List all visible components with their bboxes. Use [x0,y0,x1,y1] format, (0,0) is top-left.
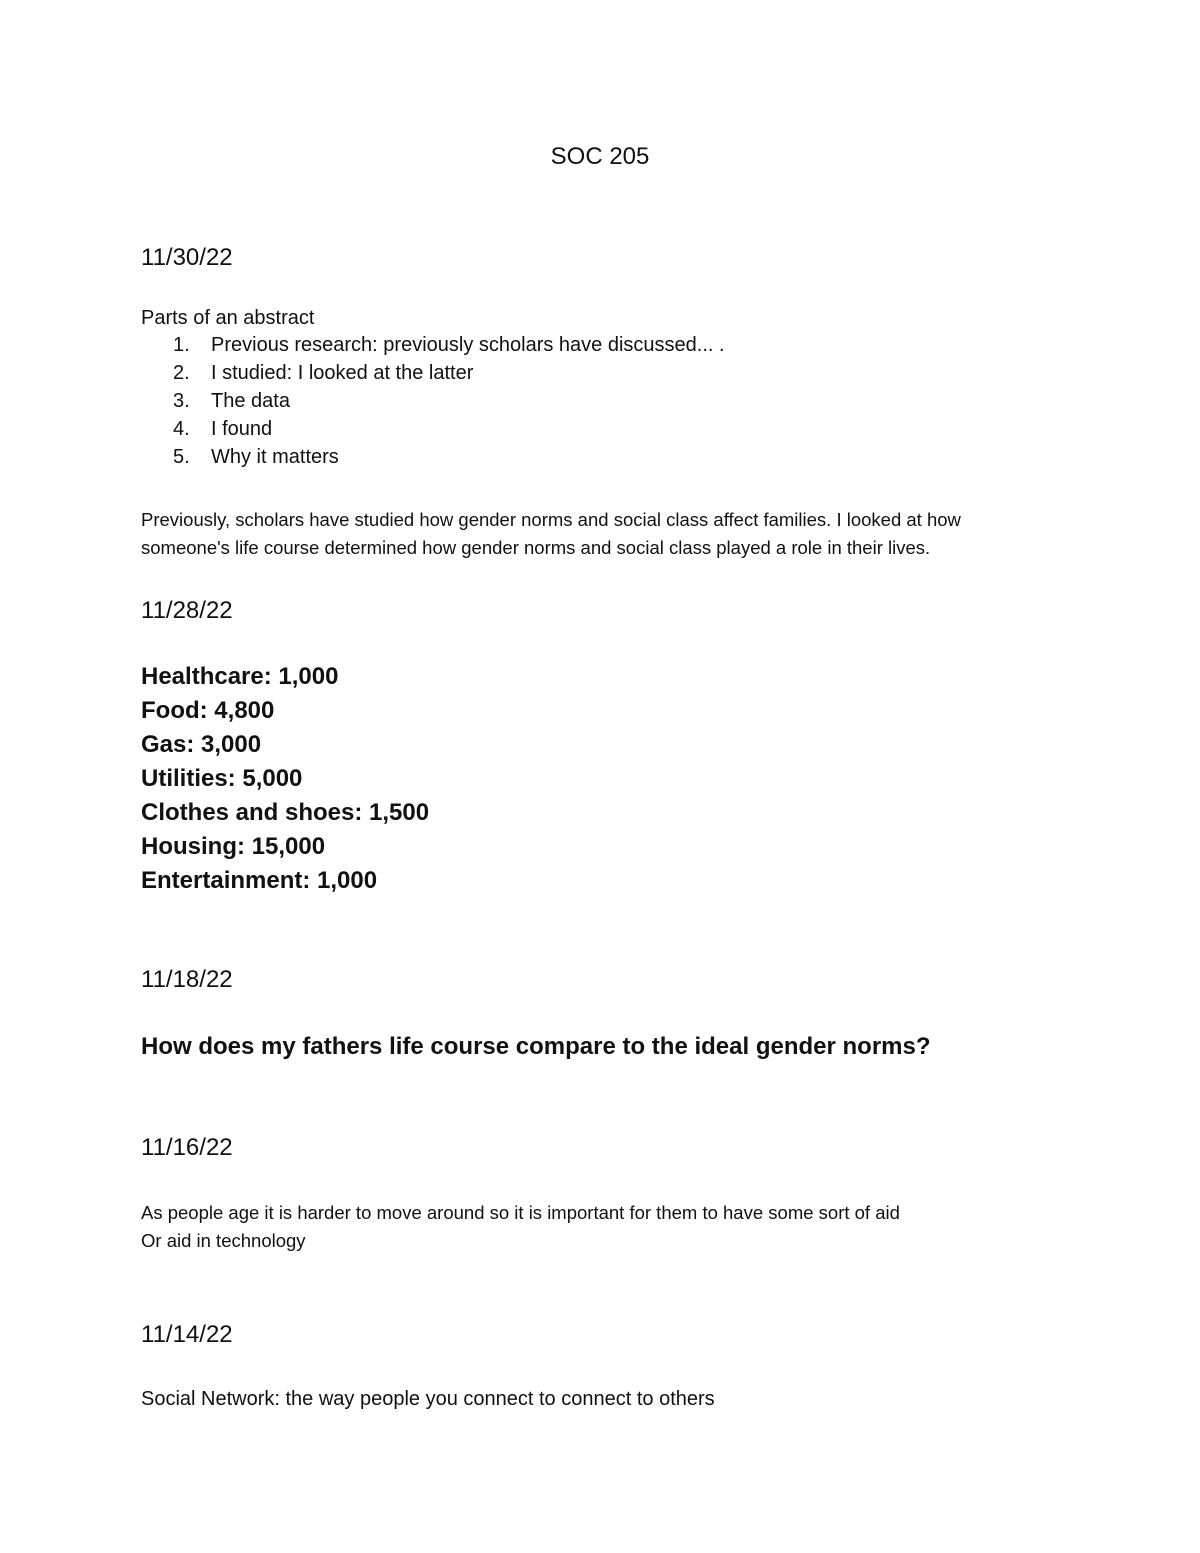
list-text: Previous research: previously scholars have discussed... . [211,334,725,356]
aging-paragraph [141,1199,1061,1255]
budget-item: Housing: 15,000 [141,833,326,860]
list-number: 1. [173,334,190,356]
section-heading: Parts of an abstract [141,307,315,329]
budget-item: Utilities: 5,000 [141,765,303,792]
abstract-paragraph [141,506,1061,562]
budget-item: Healthcare: 1,000 [141,663,339,690]
list-text: I studied: I looked at the latter [211,362,474,384]
budget-item: Food: 4,800 [141,697,275,724]
social-network-definition: Social Network: the way people you connect to connect to others [141,1388,715,1410]
budget-list [141,660,429,898]
section-date: 11/16/22 [141,1134,233,1161]
paragraph-line: Previously, scholars have studied how gender norms and social class affect families. I looked at how [141,509,961,530]
list-number: 4. [173,418,190,440]
paragraph-line: someone's life course determined how gender norms and social class played a role in their lives. [141,537,931,558]
paragraph-line: As people age it is harder to move around so it is important for them to have some sort of aid [141,1202,900,1223]
section-date: 11/28/22 [141,597,233,624]
list-text: I found [211,418,273,440]
budget-item: Entertainment: 1,000 [141,867,378,894]
document-title: SOC 205 [550,143,650,170]
section-date: 11/18/22 [141,966,233,993]
research-question: How does my fathers life course compare to the ideal gender norms? [141,1033,931,1060]
budget-item: Gas: 3,000 [141,731,262,758]
section-date: 11/30/22 [141,244,233,271]
list-text: The data [211,390,290,412]
list-number: 5. [173,446,190,468]
list-number: 2. [173,362,190,384]
paragraph-line: Or aid in technology [141,1230,306,1251]
list-text: Why it matters [211,446,339,468]
section-date: 11/14/22 [141,1321,233,1348]
budget-item: Clothes and shoes: 1,500 [141,799,430,826]
list-number: 3. [173,390,190,412]
